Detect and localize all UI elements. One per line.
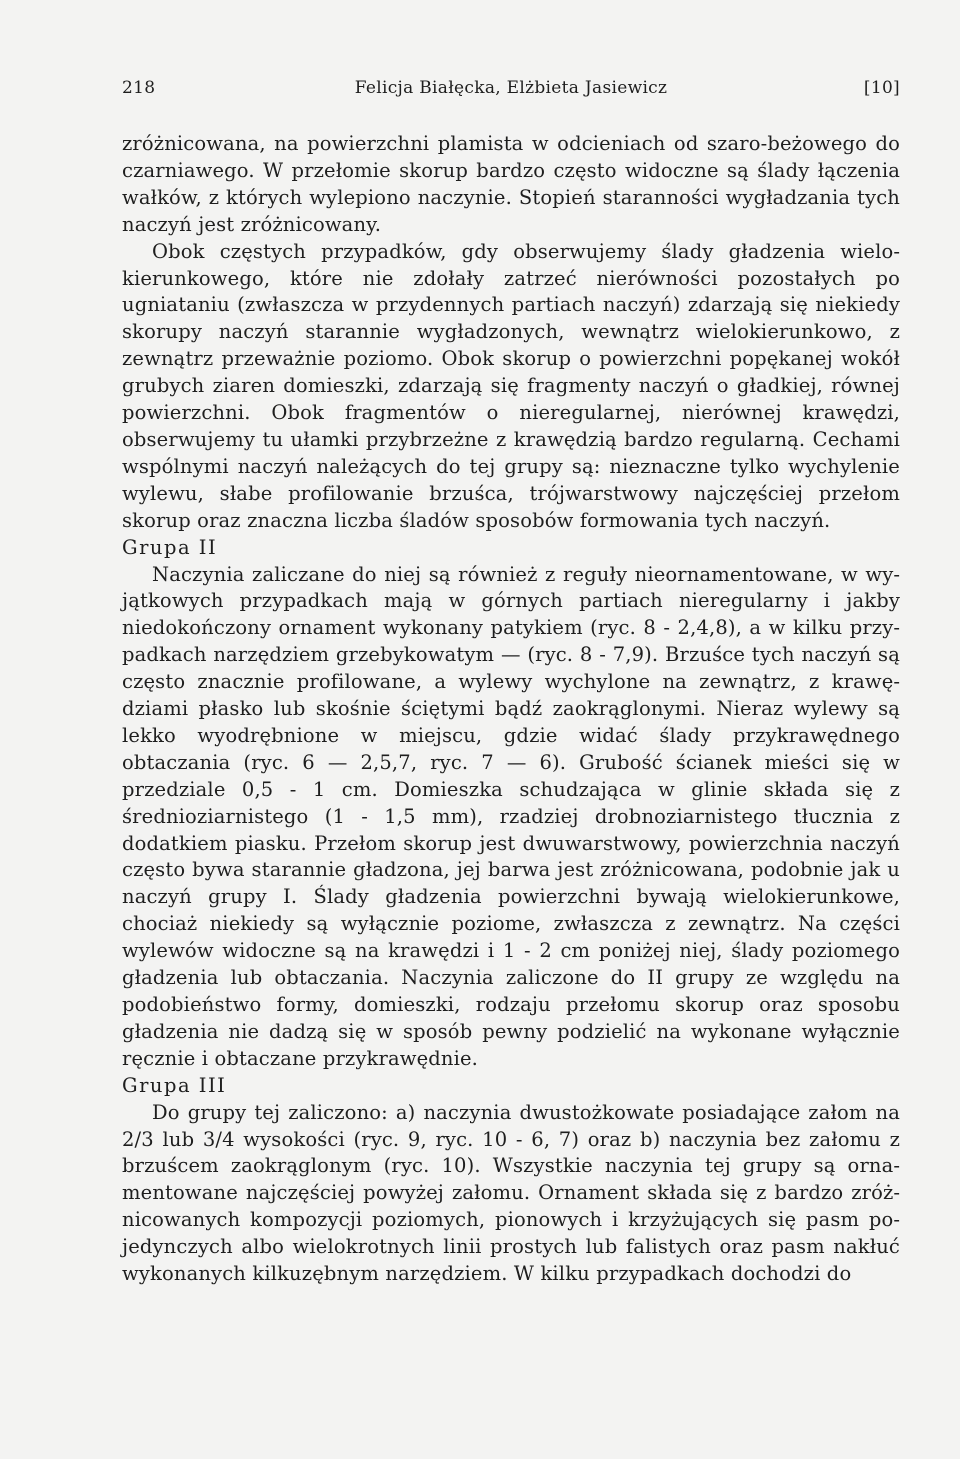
paragraph: Do grupy tej zaliczono: a) naczynia dwustożkowate posiadające załom na 2/3 lub 3/4 wysokości (ryc. 9, ryc. 10 - 6, 7) oraz b) naczynia bez załomu z brzuścem zaokrąglonym (ryc. 10). Wszystkie naczynia tej grupy są ornamentowane najczęściej powyżej załomu. Ornament składa się z bardzo zróżnicowanych kompozycji poziomych, pionowych i krzyżujących się pasm pojedynczych albo wielokrotnych linii prostych lub falistych oraz pasm nakłuć wykonanych kilkuzębnym narzędziem. W kilku przypadkach dochodzi do [122,1100,900,1286]
running-header [122,78,900,104]
section-number: [10] [863,78,900,98]
page-number: 218 [122,78,156,98]
running-title: Felicja Białęcka, Elżbieta Jasiewicz [354,78,668,98]
paragraph: Obok częstych przypadków, gdy obserwujemy ślady gładzenia wielokierunkowego, które nie zdołały zatrzeć nierówności pozostałych po ugniataniu (zwłaszcza w przydennych partiach naczyń) zdarzają się niekiedy skorupy naczyń starannie wygładzonych, wewnątrz wielokierunkowo, z zewnątrz przeważnie poziomo. Obok skorup o powierzchni popękanej wokół grubych ziaren domieszki, zdarzają się fragmenty naczyń o gładkiej, równej powierzchni. Obok fragmentów o nieregularnej, nierównej krawędzi, obserwujemy tu ułamki przybrzeżne z krawędzią bardzo regularną. Cechami wspólnymi naczyń należących do tej grupy są: nieznaczne tylko wychylenie wylewu, słabe profilowanie brzuśca, trójwarstwowy najczęściej przełom skorup oraz znaczna liczba śladów sposobów formowania tych naczyń. [122,239,900,532]
section-heading-group-ii: Grupa II [122,535,218,559]
paragraph-continued: zróżnicowana, na powierzchni plamista w odcieniach od szaro-beżowego do czarniawego. W przełomie skorup bardzo często widoczne są ślady łączenia wałków, z których wylepiono naczynie. Stopień staranności wygładzania tych naczyń jest zróżnicowany. [122,132,900,236]
section-heading-group-iii: Grupa III [122,1073,227,1097]
body-text [122,131,900,1288]
paragraph: Naczynia zaliczane do niej są również z reguły nieornamentowane, w wyjątkowych przypadkach mają w górnych partiach nieregularny i jakby niedokończony ornament wykonany patykiem (ryc. 8 - 2,4,8), a w kilku przypadkach narzędziem grzebykowatym — (ryc. 8 - 7,9). Brzuśce tych naczyń są często znacznie profilowane, a wylewy wychylone na zewnątrz, z krawędziami płasko lub skośnie ściętymi bądź zaokrąglonymi. Nieraz wylewy są lekko wyodrębnione w miejscu, gdzie widać ślady przykrawędnego obtaczania (ryc. 6 — 2,5,7, ryc. 7 — 6). Grubość ścianek mieści się w przedziale 0,5 - 1 cm. Domieszka schudzająca w glinie składa się z średnioziarnistego (1 - 1,5 mm), rzadziej drobnoziarnistego tłucznia z dodatkiem piasku. Przełom skorup jest dwuwarstwowy, powierzchnia naczyń często bywa starannie gładzona, jej barwa jest zróżnicowana, podobnie jak u naczyń grupy I. Ślady gładzenia powierzchni bywają wielokierunkowe, chociaż niekiedy są wyłącznie poziome, zwłaszcza z zewnątrz. Na części wylewów widoczne są na krawędzi i 1 - 2 cm poniżej niej, ślady poziomego gładzenia lub obtaczania. Naczynia zaliczone do II grupy ze względu na podobieństwo formy, domieszki, rodzaju przełomu skorup oraz sposobu gładzenia nie dadzą się w sposób pewny podzielić na wykonane wyłącznie ręcznie i obtaczane przykrawędnie. [122,562,900,1070]
